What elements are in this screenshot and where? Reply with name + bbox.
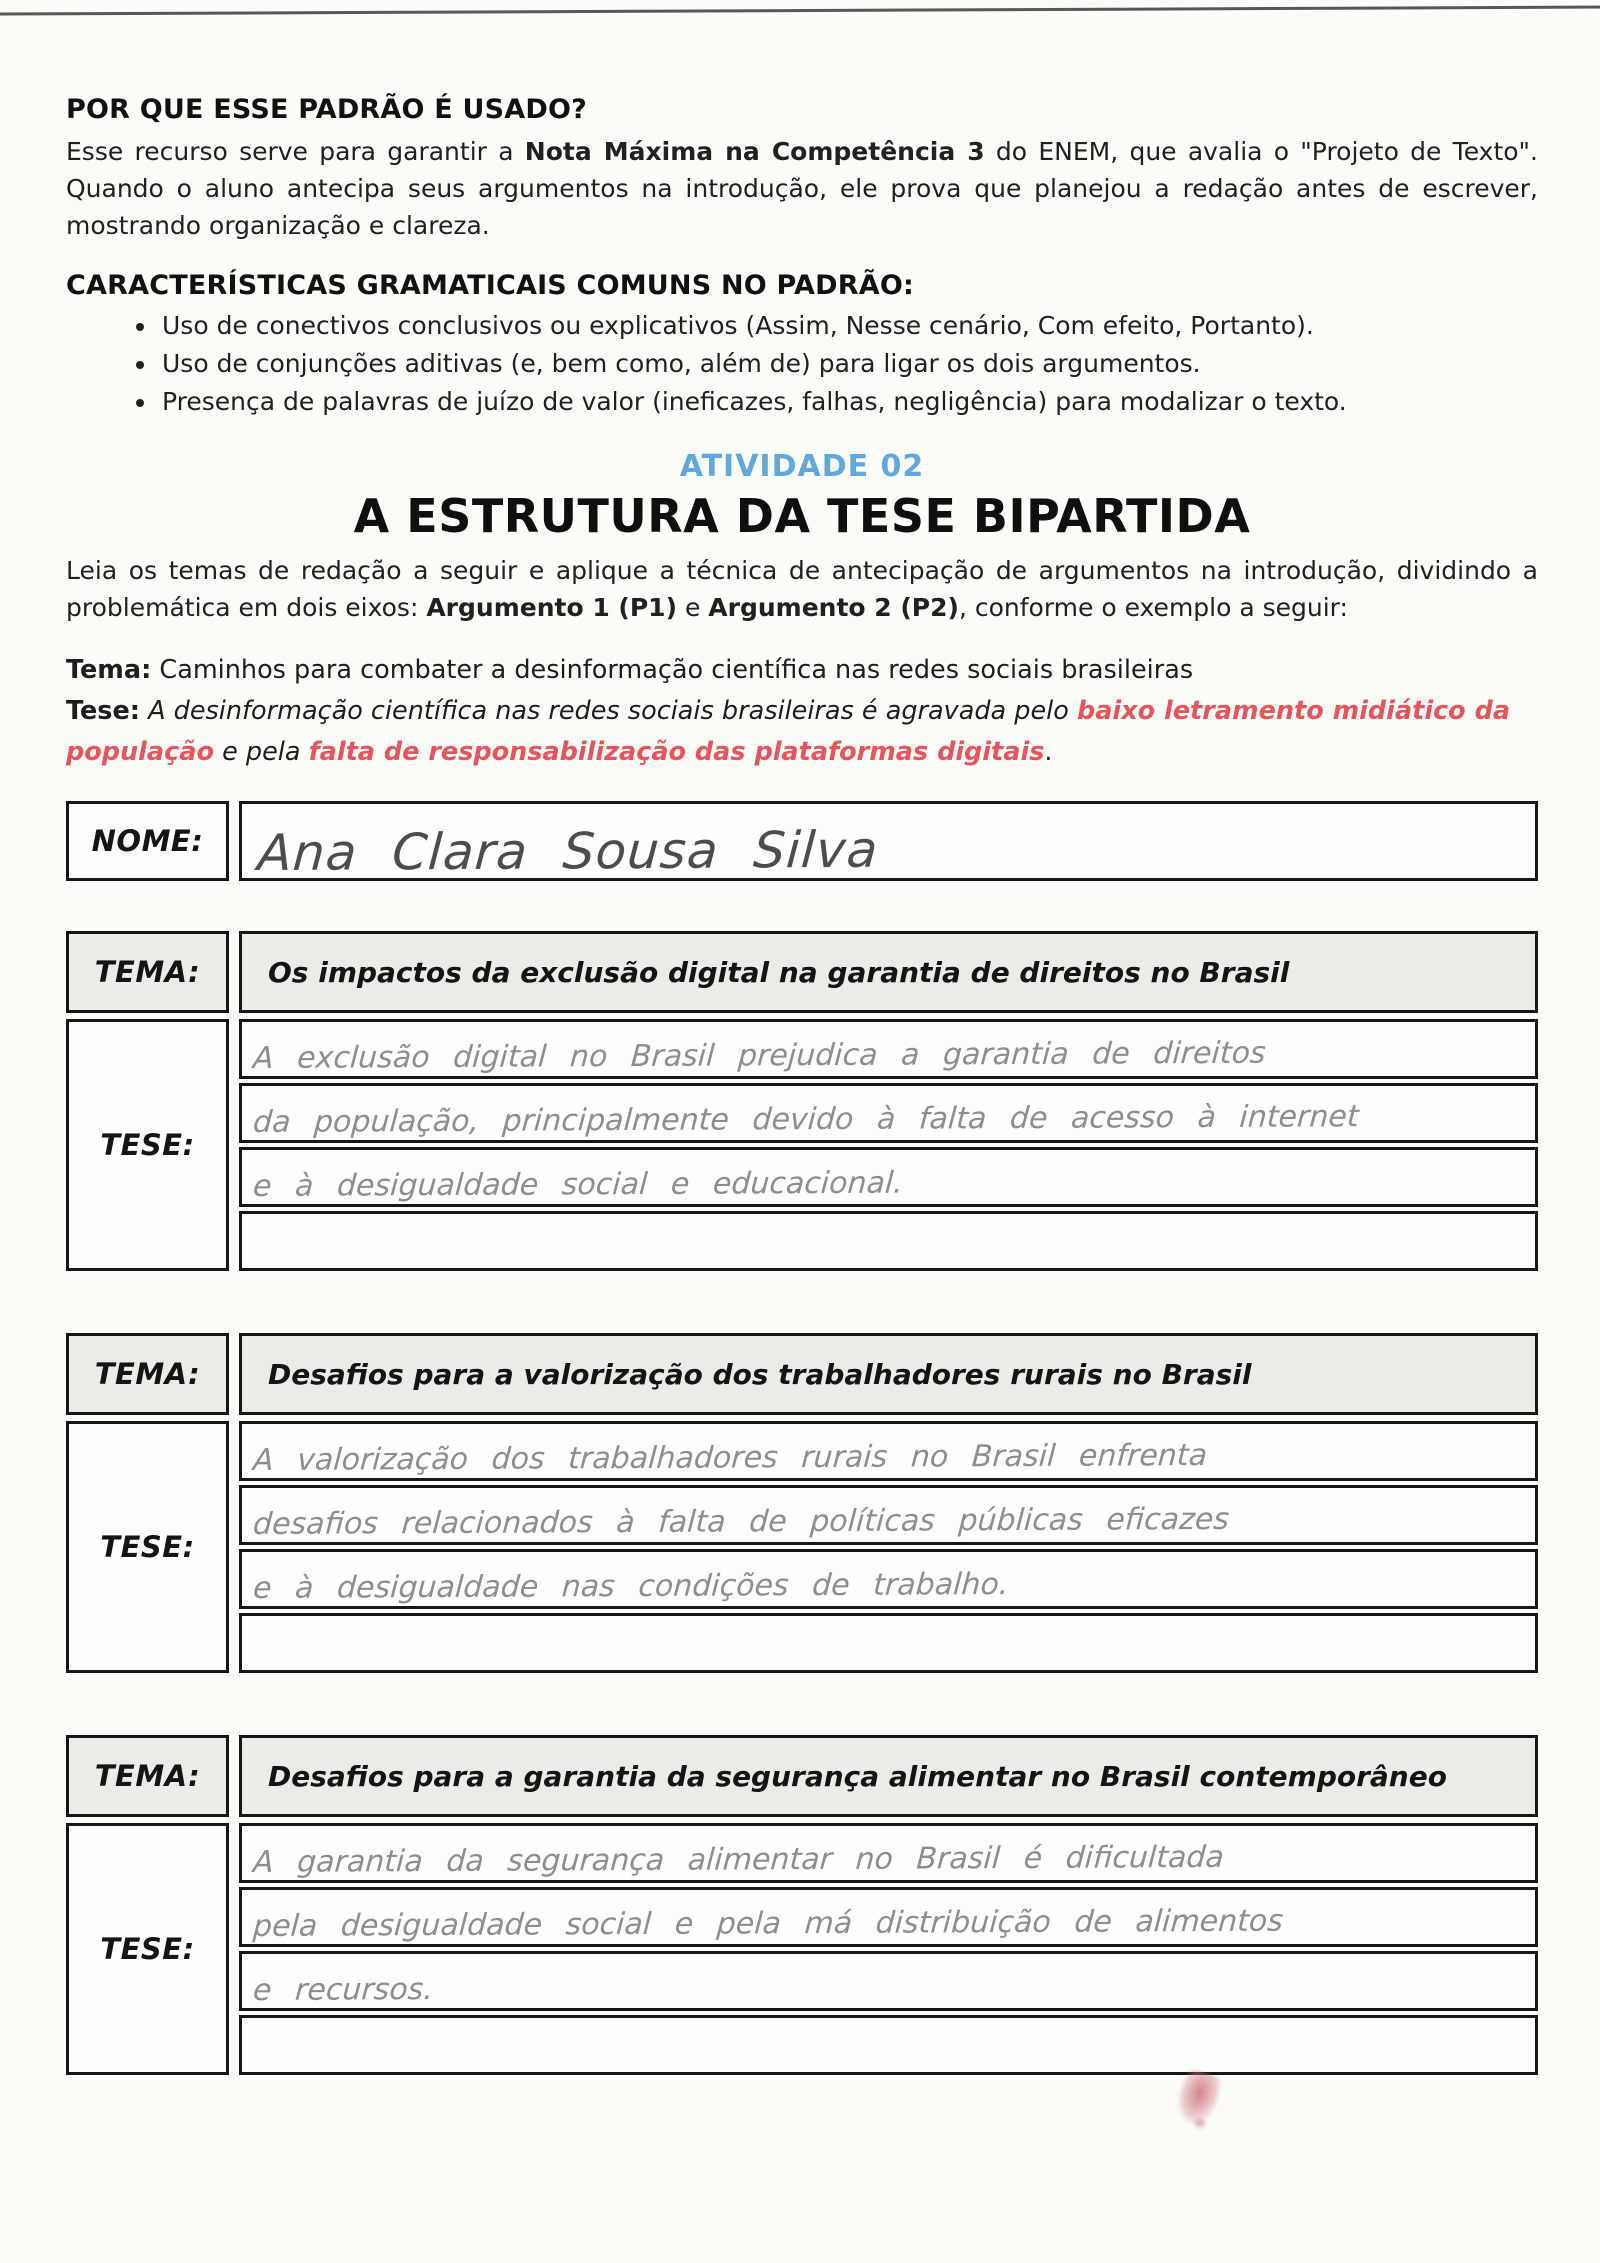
tese-row <box>66 1823 1538 2075</box>
why-heading: POR QUE ESSE PADRÃO É USADO? <box>66 94 588 125</box>
why-text-rest: do ENEM, que avalia o "Projeto de Texto". Quando o aluno antecipa seus argumentos na introdução, ele prova que planejou a redação antes de escrever, mostrando organização e clareza. <box>66 137 1538 240</box>
tese-writing-line <box>239 1211 1538 1271</box>
grammar-bullet-1: • Uso de conectivos conclusivos ou explicativos (Assim, Nesse cenário, Com efeito, Portanto). <box>158 307 1538 345</box>
handwritten-tese-text: A garantia da segurança alimentar no Brasil é dificultada <box>252 1839 1226 1880</box>
instruction-arg1: Argumento 1 (P1) <box>426 593 677 622</box>
instruction-mid: e <box>677 593 709 622</box>
tese-writing-line <box>239 1549 1538 1609</box>
tese-lines <box>239 1823 1538 2075</box>
tese-label: TESE: <box>66 1019 229 1271</box>
handwritten-tese-text: da população, principalmente devido à falta de acesso à internet <box>252 1099 1360 1140</box>
example-tese-mid: e pela <box>213 737 309 767</box>
example-tese-highlight-2: falta de responsabilização das plataformas digitais <box>308 737 1045 767</box>
handwritten-tese-text: A valorização dos trabalhadores rurais no Brasil enfrenta <box>252 1438 1209 1478</box>
tese-writing-line <box>239 1613 1538 1673</box>
tese-writing-line <box>239 1421 1538 1481</box>
tese-writing-line <box>239 1019 1538 1079</box>
tema-value: Desafios para a valorização dos trabalhadores rurais no Brasil <box>239 1333 1538 1415</box>
pink-stain-small <box>1192 2116 1208 2130</box>
tema-value: Desafios para a garantia da segurança alimentar no Brasil contemporâneo <box>239 1735 1538 1817</box>
example-tese-line <box>66 691 1538 773</box>
grammar-bullet-2: • Uso de conjunções aditivas (e, bem como, além de) para ligar os dois argumentos. <box>158 345 1538 383</box>
grammar-heading: CARACTERÍSTICAS GRAMATICAIS COMUNS NO PADRÃO: <box>66 270 914 301</box>
nome-row <box>66 801 1538 881</box>
instruction-end: , conforme o exemplo a seguir: <box>958 593 1348 622</box>
why-paragraph <box>66 133 1538 244</box>
grammar-bullet-3: • Presença de palavras de juízo de valor (ineficazes, falhas, negligência) para modalizar o texto. <box>158 383 1538 421</box>
tese-writing-line <box>239 1823 1538 1883</box>
nome-field <box>239 801 1538 881</box>
tese-row <box>66 1019 1538 1271</box>
example-tese-period: . <box>1044 737 1053 767</box>
tese-writing-line <box>239 2015 1538 2075</box>
tema-tese-section-3 <box>66 1735 1538 2075</box>
handwritten-tese-text: desafios relacionados à falta de políticas públicas eficazes <box>252 1501 1231 1542</box>
tese-label: TESE: <box>66 1823 229 2075</box>
why-text-start: Esse recurso serve para garantir a <box>66 137 525 166</box>
example-tema-line <box>66 650 1538 691</box>
handwritten-tese-text: pela desigualdade social e pela má distribuição de alimentos <box>252 1903 1285 1944</box>
tema-row <box>66 931 1538 1013</box>
tese-lines <box>239 1421 1538 1673</box>
example-tese-intro: A desinformação científica nas redes sociais brasileiras é agravada pelo <box>139 696 1077 726</box>
tema-label: TEMA: <box>66 931 229 1013</box>
handwritten-tese-text: e à desigualdade social e educacional. <box>252 1165 905 1204</box>
why-text-bold: Nota Máxima na Competência 3 <box>524 137 985 166</box>
example-tema-text: Caminhos para combater a desinformação científica nas redes sociais brasileiras <box>151 655 1194 685</box>
instruction-start: Leia os temas de redação a seguir e aplique a técnica de antecipação de argumentos na introdução, dividindo a problemática em dois eixos: <box>66 556 1538 622</box>
handwritten-tese-text: A exclusão digital no Brasil prejudica a garantia de direitos <box>252 1035 1267 1076</box>
example-tese-highlight-1: baixo letramento midiático da população <box>66 696 1511 767</box>
tema-row <box>66 1735 1538 1817</box>
handwritten-name: Ana Clara Sousa Silva <box>256 820 881 882</box>
tema-row <box>66 1333 1538 1415</box>
tese-writing-line <box>239 1951 1538 2011</box>
tese-writing-line <box>239 1485 1538 1545</box>
example-tema-label: Tema: <box>66 655 152 685</box>
nome-label: NOME: <box>66 801 229 881</box>
handwritten-tese-text: e à desigualdade nas condições de trabalho. <box>252 1567 1010 1606</box>
tese-lines <box>239 1019 1538 1271</box>
example-block <box>66 650 1538 773</box>
grammar-bullet-list <box>66 307 1538 421</box>
instruction-paragraph <box>66 552 1538 626</box>
tema-tese-section-2 <box>66 1333 1538 1673</box>
tema-label: TEMA: <box>66 1735 229 1817</box>
handwritten-tese-text: e recursos. <box>252 1972 435 2008</box>
tese-writing-line <box>239 1147 1538 1207</box>
tese-writing-line <box>239 1083 1538 1143</box>
instruction-arg2: Argumento 2 (P2) <box>708 593 959 622</box>
tema-label: TEMA: <box>66 1333 229 1415</box>
activity-label: ATIVIDADE 02 <box>679 449 925 484</box>
tese-writing-line <box>239 1887 1538 1947</box>
example-tese-label: Tese: <box>66 696 140 726</box>
tese-row <box>66 1421 1538 1673</box>
page-title: A ESTRUTURA DA TESE BIPARTIDA <box>353 489 1251 543</box>
tema-value: Os impactos da exclusão digital na garantia de direitos no Brasil <box>239 931 1538 1013</box>
tema-tese-section-1 <box>66 931 1538 1271</box>
tese-label: TESE: <box>66 1421 229 1673</box>
